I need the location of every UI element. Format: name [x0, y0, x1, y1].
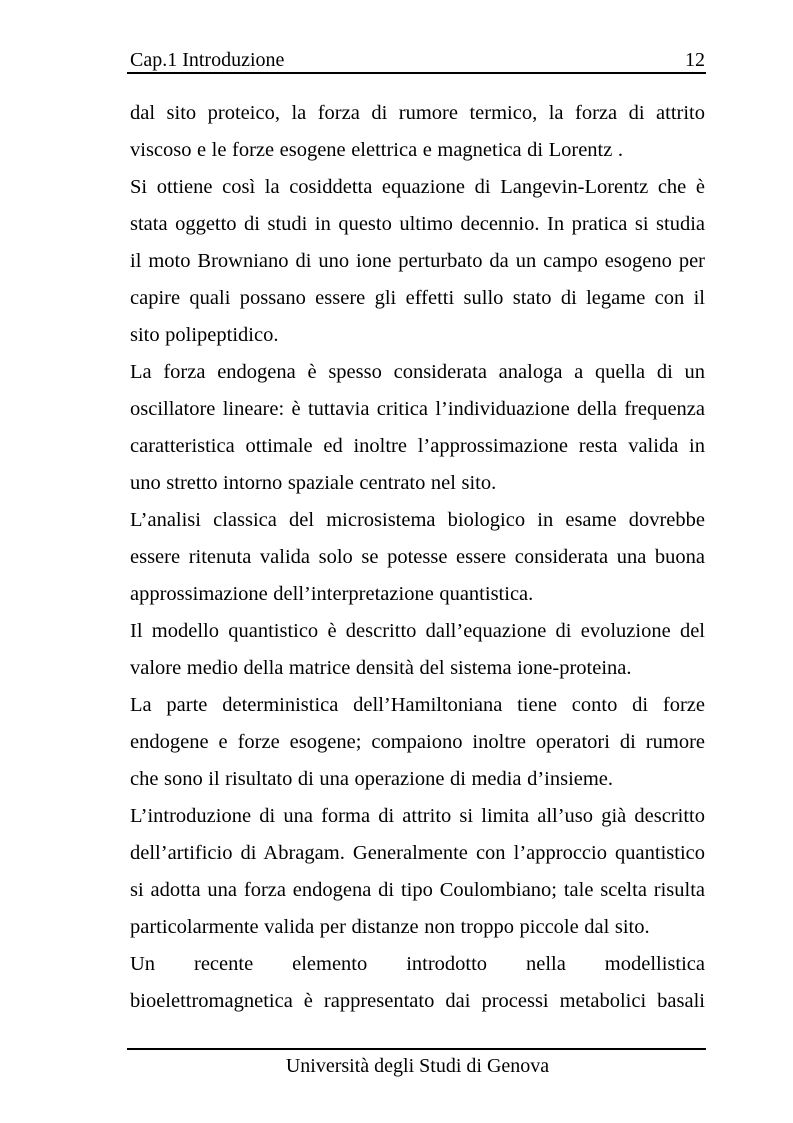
paragraph — [130, 798, 705, 946]
paragraph — [130, 687, 705, 798]
footer-rule — [127, 1048, 706, 1050]
page-number: 12 — [685, 49, 705, 71]
body-line: Un recente elemento introdotto nella modellistica — [130, 953, 705, 975]
body-line: particolarmente valida per distanze non troppo piccole dal sito. — [130, 916, 650, 938]
body-line: dal sito proteico, la forza di rumore termico, la forza di attrito — [130, 102, 705, 124]
body-line: La parte deterministica dell’Hamiltoniana tiene conto di forze — [130, 694, 705, 716]
body-line: sito polipeptidico. — [130, 324, 279, 346]
body-line: La forza endogena è spesso considerata analoga a quella di un — [130, 361, 705, 383]
page-header — [130, 47, 705, 73]
page-body — [130, 95, 705, 1020]
body-line: L’analisi classica del microsistema biologico in esame dovrebbe — [130, 509, 705, 531]
footer-institution: Università degli Studi di Genova — [285, 1055, 550, 1077]
paragraph — [130, 502, 705, 613]
paragraph — [130, 354, 705, 502]
body-line: Il modello quantistico è descritto dall’equazione di evoluzione del — [130, 620, 705, 642]
header-rule — [127, 72, 706, 74]
body-line: viscoso e le forze esogene elettrica e magnetica di Lorentz . — [130, 139, 624, 161]
body-line: uno stretto intorno spaziale centrato nel sito. — [130, 472, 497, 494]
running-title: Cap.1 Introduzione — [130, 49, 285, 71]
body-line: Si ottiene così la cosiddetta equazione di Langevin-Lorentz che è — [130, 176, 705, 198]
body-line: bioelettromagnetica è rappresentato dai processi metabolici basali — [130, 990, 705, 1012]
paragraph — [130, 169, 705, 354]
body-line: il moto Browniano di uno ione perturbato da un campo esogeno per — [130, 250, 705, 272]
body-line: L’introduzione di una forma di attrito si limita all’uso già descritto — [130, 805, 705, 827]
body-line: che sono il risultato di una operazione di media d’insieme. — [130, 768, 614, 790]
body-line: essere ritenuta valida solo se potesse essere considerata una buona — [130, 546, 705, 568]
body-line: valore medio della matrice densità del sistema ione-proteina. — [130, 657, 632, 679]
paragraph — [130, 95, 705, 169]
body-line: capire quali possano essere gli effetti sullo stato di legame con il — [130, 287, 705, 309]
page-footer — [130, 1053, 705, 1079]
paragraph — [130, 613, 705, 687]
body-line: oscillatore lineare: è tuttavia critica l’individuazione della frequenza — [130, 398, 705, 420]
body-line: stata oggetto di studi in questo ultimo decennio. In pratica si studia — [130, 213, 705, 235]
body-line: endogene e forze esogene; compaiono inoltre operatori di rumore — [130, 731, 705, 753]
body-line: caratteristica ottimale ed inoltre l’approssimazione resta valida in — [130, 435, 705, 457]
body-line: dell’artificio di Abragam. Generalmente con l’approccio quantistico — [130, 842, 705, 864]
body-line: approssimazione dell’interpretazione quantistica. — [130, 583, 534, 605]
body-line: si adotta una forza endogena di tipo Coulombiano; tale scelta risulta — [130, 879, 705, 901]
paragraph — [130, 946, 705, 1020]
